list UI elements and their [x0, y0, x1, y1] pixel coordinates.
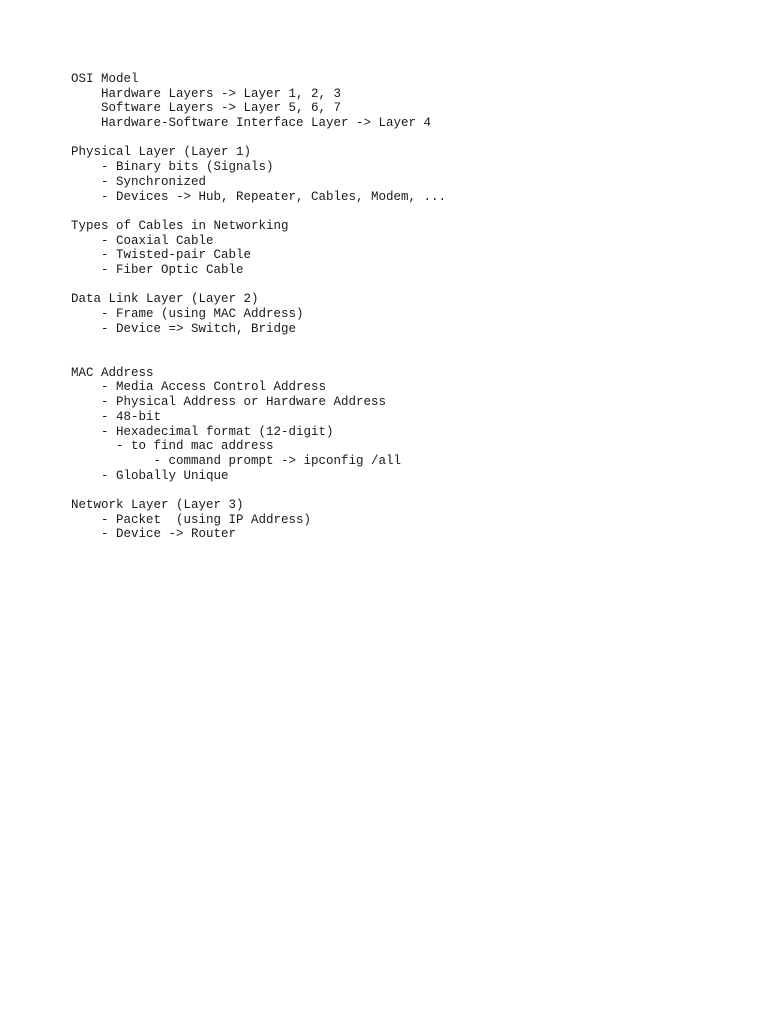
text-line: Software Layers -> Layer 5, 6, 7: [71, 101, 342, 116]
list-item: - Binary bits (Signals): [71, 160, 274, 175]
list-item: - Twisted-pair Cable: [71, 248, 252, 263]
blank-line: [71, 131, 751, 146]
list-item: - Device -> Router: [71, 527, 237, 542]
list-item: - Coaxial Cable: [71, 233, 214, 248]
list-item: - Synchronized: [71, 174, 207, 189]
list-item: - Device => Switch, Bridge: [71, 321, 297, 336]
list-item: - Hexadecimal format (12-digit): [71, 424, 334, 439]
heading-physical-layer: Physical Layer (Layer 1): [71, 145, 252, 160]
text-line: Hardware Layers -> Layer 1, 2, 3: [71, 86, 342, 101]
blank-line: [71, 278, 751, 293]
blank-line: [71, 336, 751, 351]
document-body: [71, 72, 751, 542]
heading-data-link-layer: Data Link Layer (Layer 2): [71, 292, 259, 307]
list-item: - Globally Unique: [71, 468, 229, 483]
list-item: - Frame (using MAC Address): [71, 307, 304, 321]
list-item: - 48-bit: [71, 409, 162, 424]
heading-cable-types: Types of Cables in Networking: [71, 218, 289, 233]
blank-line: [71, 351, 751, 366]
list-item: - Media Access Control Address: [71, 380, 327, 395]
list-item: - Packet (using IP Address): [71, 512, 312, 527]
heading-network-layer: Network Layer (Layer 3): [71, 497, 244, 512]
sub-list-item: - to find mac address: [71, 439, 274, 454]
list-item: - Physical Address or Hardware Address: [71, 395, 387, 410]
heading-mac-address: MAC Address: [71, 365, 154, 380]
text-line: Hardware-Software Interface Layer -> Layer 4: [71, 116, 432, 131]
heading-osi-model: OSI Model: [71, 72, 139, 86]
blank-line: [71, 483, 751, 498]
list-item: - Devices -> Hub, Repeater, Cables, Modem, ...: [71, 189, 447, 204]
blank-line: [71, 204, 751, 219]
sub-sub-list-item: - command prompt -> ipconfig /all: [71, 453, 402, 468]
list-item: - Fiber Optic Cable: [71, 262, 244, 277]
